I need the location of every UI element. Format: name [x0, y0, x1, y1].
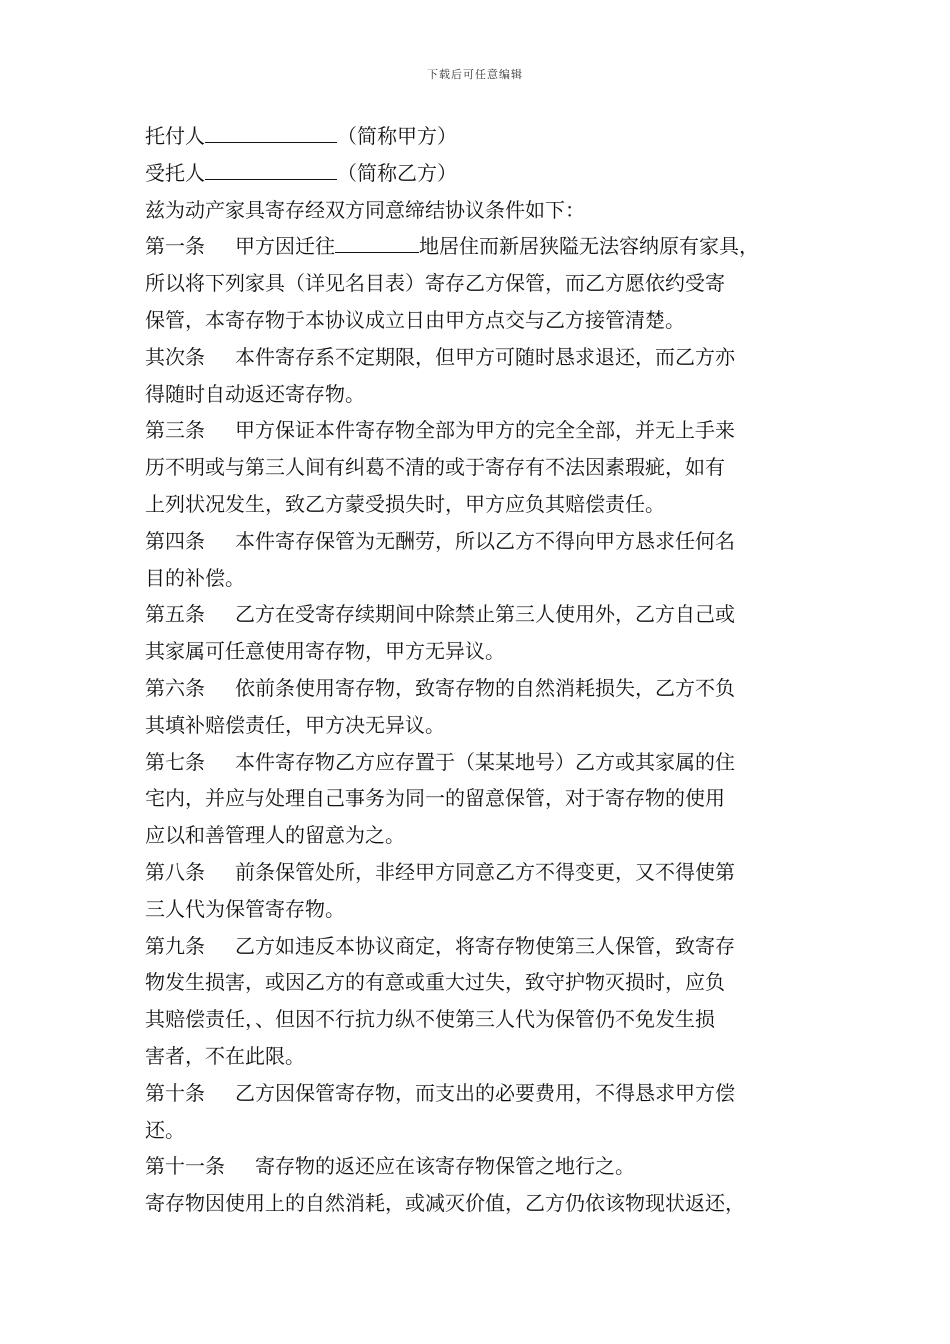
article-1-line-3: 保管，本寄存物于本协议成立日由甲方点交与乙方接管清楚。 [145, 307, 685, 332]
article-8-line-1: 第八条 前条保管处所，非经甲方同意乙方不得变更，又不得使第 [145, 854, 825, 891]
article-5-line-1: 第五条 乙方在受寄存续期间中除禁止第三人使用外，乙方自己或 [145, 596, 825, 633]
article-11-line-1: 第十一条 寄存物的返还应在该寄存物保管之地行之。 [145, 1148, 825, 1185]
article-title: 第九条 [145, 933, 205, 958]
article-10-line-1: 第十条 乙方因保管寄存物，而支出的必要费用，不得恳求甲方偿 [145, 1075, 825, 1112]
contract-body [145, 118, 825, 1222]
consignee-line [145, 155, 825, 192]
preamble: 兹为动产家具寄存经双方同意缔结协议条件如下： [145, 197, 585, 222]
consignee-suffix: （简称乙方） [337, 160, 457, 185]
article-2-line-2: 得随时自动返还寄存物。 [145, 381, 365, 406]
destination-blank [335, 230, 419, 253]
article-4-line-1: 第四条 本件寄存保管为无酬劳，所以乙方不得向甲方恳求任何名 [145, 523, 825, 560]
article-title: 第一条 [145, 234, 205, 259]
article-9-line-4: 害者，不在此限。 [145, 1043, 305, 1068]
article-3-line-3: 上列状况发生，致乙方蒙受损失时，甲方应负其赔偿责任。 [145, 491, 665, 516]
article-3-line-1: 第三条 甲方保证本件寄存物全部为甲方的完全全部，并无上手来 [145, 412, 825, 449]
consignor-label: 托付人 [145, 124, 205, 148]
article-8-line-2: 三人代为保管寄存物。 [145, 896, 345, 921]
trailing-line: 寄存物因使用上的自然消耗，或减灭价值，乙方仍依该物现状返还， [145, 1191, 745, 1216]
article-9-line-2: 物发生损害，或因乙方的有意或重大过失，致守护物灭损时，应负 [145, 970, 725, 995]
article-4-line-2: 目的补偿。 [145, 565, 245, 590]
header-note: 下载后可任意编辑 [427, 68, 523, 81]
article-9-line-1: 第九条 乙方如违反本协议商定，将寄存物使第三人保管，致寄存 [145, 928, 825, 965]
article-5-line-2: 其家属可任意使用寄存物，甲方无异议。 [145, 639, 505, 664]
consignee-label: 受托人 [145, 160, 205, 185]
article-title: 其次条 [145, 344, 205, 369]
article-1-line-2: 所以将下列家具（详见名目表）寄存乙方保管，而乙方愿依约受寄 [145, 271, 725, 296]
article-3-line-2: 历不明或与第三人间有纠葛不清的或于寄存有不法因素瑕疵，如有 [145, 455, 725, 480]
article-title: 第十一条 [145, 1154, 225, 1179]
article-title: 第十条 [145, 1080, 205, 1105]
consignee-blank [205, 157, 337, 180]
consignor-line [145, 118, 825, 155]
consignor-suffix: （简称甲方） [337, 124, 457, 148]
article-title: 第七条 [145, 749, 205, 774]
article-title: 第四条 [145, 528, 205, 553]
article-title: 第八条 [145, 859, 205, 884]
article-title: 第三条 [145, 418, 205, 443]
article-2-line-1: 其次条 本件寄存系不定期限，但甲方可随时恳求退还，而乙方亦 [145, 339, 825, 376]
article-1-line-1: 第一条 甲方因迁往 地居住而新居狭隘无法容纳原有家具， [145, 228, 825, 265]
article-10-line-2: 还。 [145, 1117, 185, 1142]
consignor-blank [205, 120, 337, 143]
article-title: 第五条 [145, 602, 205, 627]
article-7-line-3: 应以和善管理人的留意为之。 [145, 823, 405, 848]
article-7-line-1: 第七条 本件寄存物乙方应存置于（某某地号）乙方或其家属的住 [145, 744, 825, 781]
article-6-line-2: 其填补赔偿责任，甲方决无异议。 [145, 712, 445, 737]
article-7-line-2: 宅内，并应与处理自己事务为同一的留意保管，对于寄存物的使用 [145, 786, 725, 811]
article-9-line-3: 其赔偿责任，、但因不行抗力纵不使第三人代为保管仍不免发生损 [145, 1007, 715, 1032]
article-6-line-1: 第六条 依前条使用寄存物，致寄存物的自然消耗损失，乙方不负 [145, 670, 825, 707]
article-title: 第六条 [145, 675, 205, 700]
